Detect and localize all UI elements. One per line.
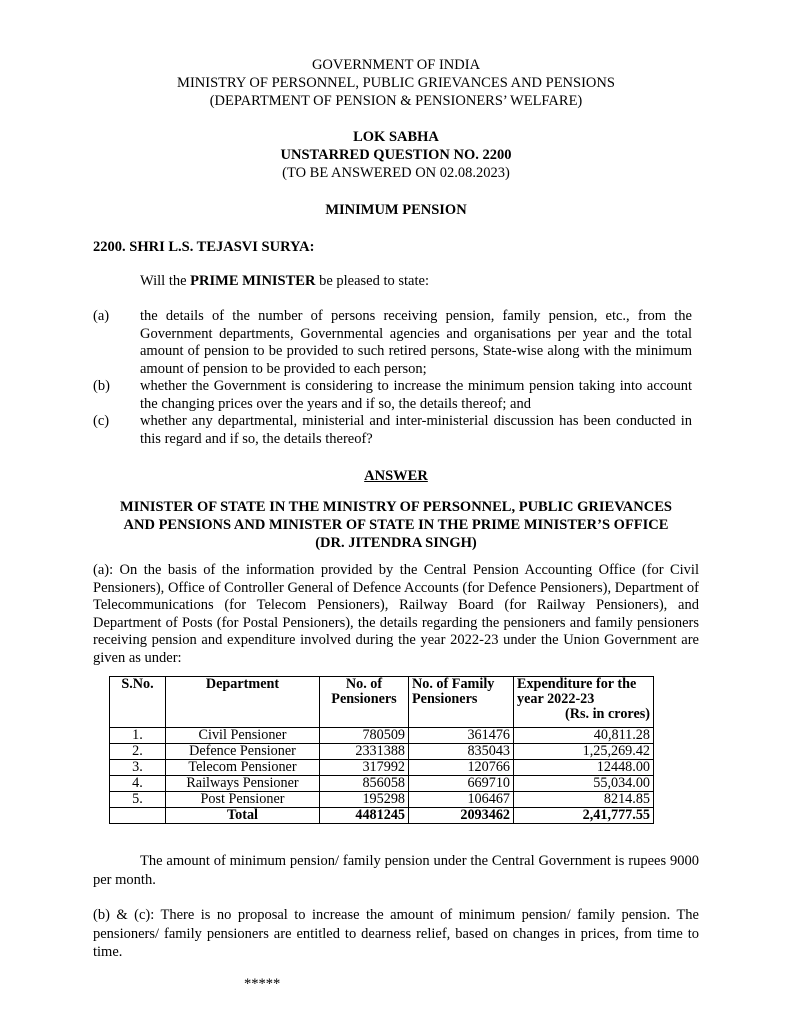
cell-department: Defence Pensioner <box>166 744 320 760</box>
header-family-line-1: No. of Family <box>412 676 495 692</box>
question-item <box>93 378 699 413</box>
cell-pensioners: 856058 <box>320 776 409 792</box>
cell-sno: 2. <box>110 744 166 760</box>
cell-pensioners: 195298 <box>320 792 409 808</box>
table-header-row <box>110 677 654 728</box>
header-line-2: MINISTRY OF PERSONNEL, PUBLIC GRIEVANCES AND PENSIONS <box>177 75 615 91</box>
cell-total-expenditure: 2,41,777.55 <box>514 808 654 824</box>
header-expenditure <box>514 677 654 728</box>
question-label: (c) <box>93 413 110 429</box>
cell-family: 106467 <box>409 792 514 808</box>
header-sno: S.No. <box>110 677 166 728</box>
intro-minister: PRIME MINISTER <box>190 273 316 289</box>
cell-sno: 3. <box>110 760 166 776</box>
answer-a-paragraph: (a): On the basis of the information provided by the Central Pension Accounting Office (for Civil Pensioners), Office of Controller General of Defence Accounts (for Defence Pensioners), Department of Telecommunications (for Telecom Pensioners), Railway Board (for Railway Pensioners), and Department of Posts (for Postal Pensioners), the details regarding the pensioners and family pensioners receiving pension and expenditure involved during the year 2022-23 under the Union Government are given as under: <box>93 562 699 666</box>
header-line-3: (DEPARTMENT OF PENSION & PENSIONERS’ WELFARE) <box>209 93 583 109</box>
header-expenditure-line-3: (Rs. in crores) <box>565 706 650 722</box>
header-expenditure-line-1: Expenditure for the <box>517 676 637 692</box>
cell-family: 120766 <box>409 760 514 776</box>
header-pensioners-line-2: Pensioners <box>331 691 397 707</box>
minister-line-1: MINISTER OF STATE IN THE MINISTRY OF PERSONNEL, PUBLIC GRIEVANCES <box>120 499 672 515</box>
cell-total-sno <box>110 808 166 824</box>
cell-pensioners: 2331388 <box>320 744 409 760</box>
cell-total-label: Total <box>166 808 320 824</box>
cell-sno: 4. <box>110 776 166 792</box>
header-pensioners-line-1: No. of <box>345 676 383 692</box>
cell-department: Railways Pensioner <box>166 776 320 792</box>
header-family <box>409 677 514 728</box>
cell-total-pensioners: 4481245 <box>320 808 409 824</box>
minister-block <box>0 498 792 552</box>
cell-family: 669710 <box>409 776 514 792</box>
cell-expenditure: 8214.85 <box>514 792 654 808</box>
answer-bc-paragraph: (b) & (c): There is no proposal to increase the amount of minimum pension/ family pension. The pensioners/ family pensioners are entitled to dearness relief, based on changes in prices, from time to time. <box>93 907 699 960</box>
table-total-row <box>110 808 654 824</box>
answer-date: (TO BE ANSWERED ON 02.08.2023) <box>282 165 510 181</box>
question-item <box>93 413 699 448</box>
table-row <box>110 760 654 776</box>
question-label: (b) <box>93 378 110 394</box>
header-line-1: GOVERNMENT OF INDIA <box>311 57 481 73</box>
pension-table <box>109 676 654 824</box>
cell-pensioners: 780509 <box>320 728 409 744</box>
cell-expenditure: 1,25,269.42 <box>514 744 654 760</box>
table-row <box>110 776 654 792</box>
question-label: (a) <box>93 308 110 324</box>
cell-sno: 5. <box>110 792 166 808</box>
cell-family: 835043 <box>409 744 514 760</box>
cell-expenditure: 40,811.28 <box>514 728 654 744</box>
minister-line-3: (DR. JITENDRA SINGH) <box>315 535 477 551</box>
end-mark: ***** <box>244 976 281 992</box>
minimum-pension-paragraph: The amount of minimum pension/ family pension under the Central Government is rupees 9000 per month. <box>93 853 699 888</box>
cell-department: Civil Pensioner <box>166 728 320 744</box>
cell-total-family: 2093462 <box>409 808 514 824</box>
gov-header <box>0 56 792 110</box>
question-text: the details of the number of persons receiving pension, family pension, etc., from the Government departments, Governmental agencies and organisations per year and the total amount of pension to be provided to such retired persons, State-wise along with the minimum amount of pension to be provided to each person; <box>140 308 692 377</box>
header-department: Department <box>166 677 320 728</box>
question-text: whether the Government is considering to increase the minimum pension taking into account the changing prices over the years and if so, the details thereof; and <box>140 378 692 412</box>
header-family-line-2: Pensioners <box>412 691 478 707</box>
question-item <box>93 308 699 378</box>
cell-department: Post Pensioner <box>166 792 320 808</box>
header-pensioners <box>320 677 409 728</box>
question-text: whether any departmental, ministerial and inter-ministerial discussion has been conducted in this regard and if so, the details thereof? <box>140 413 692 447</box>
table-row <box>110 728 654 744</box>
intro-line <box>140 272 429 290</box>
asker-name: 2200. SHRI L.S. TEJASVI SURYA: <box>93 239 315 255</box>
cell-pensioners: 317992 <box>320 760 409 776</box>
header-expenditure-line-2: year 2022-23 <box>517 691 595 707</box>
answer-heading: ANSWER <box>364 468 428 484</box>
cell-sno: 1. <box>110 728 166 744</box>
intro-prefix: Will the <box>140 273 191 289</box>
cell-family: 361476 <box>409 728 514 744</box>
intro-suffix: be pleased to state: <box>315 273 429 289</box>
cell-expenditure: 55,034.00 <box>514 776 654 792</box>
cell-expenditure: 12448.00 <box>514 760 654 776</box>
house-title: LOK SABHA <box>353 129 439 145</box>
question-number: UNSTARRED QUESTION NO. 2200 <box>280 147 512 163</box>
table-row <box>110 792 654 808</box>
subject-title: MINIMUM PENSION <box>325 202 467 218</box>
cell-department: Telecom Pensioner <box>166 760 320 776</box>
table-row <box>110 744 654 760</box>
minister-line-2: AND PENSIONS AND MINISTER OF STATE IN THE PRIME MINISTER’S OFFICE <box>123 517 669 533</box>
